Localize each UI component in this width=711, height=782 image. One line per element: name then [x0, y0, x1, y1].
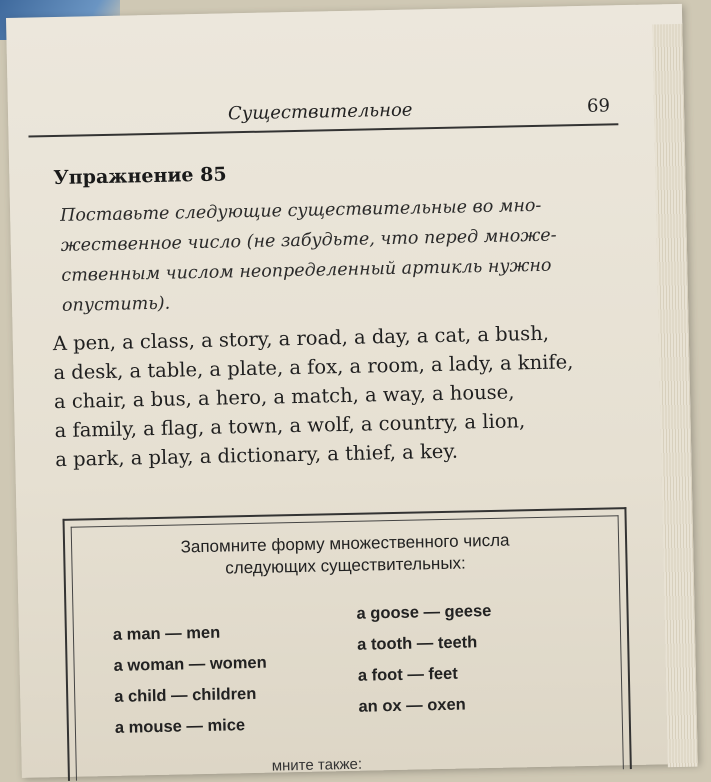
plural-pair: a goose — geese: [356, 601, 492, 623]
word-line: a family, a flag, a town, a wolf, a country, a lion,: [54, 409, 526, 443]
rule-title-line: следующих существительных:: [225, 553, 466, 578]
irregular-plurals-left: [113, 617, 269, 744]
plural-pair: an ox — oxen: [358, 695, 466, 716]
exercise-instruction: [60, 189, 622, 321]
word-line: A pen, a class, a story, a road, a day, a cat, a bush,: [52, 321, 550, 356]
instruction-line: жественное число (не забудьте, что перед множе-: [60, 225, 557, 256]
rule-title-line: Запомните форму множественного числа: [180, 530, 510, 557]
instruction-line: ственным числом неопределенный артикль нужно: [61, 255, 552, 286]
word-line: a chair, a bus, a hero, a match, a way, a house,: [53, 380, 515, 414]
exercise-word-list: [53, 317, 631, 474]
word-line: a desk, a table, a plate, a fox, a room, a lady, a knife,: [53, 350, 574, 385]
instruction-line: Поставьте следующие существительные во мно-: [59, 195, 542, 226]
plural-pair: a tooth — teeth: [357, 633, 478, 654]
plural-pair: a mouse — mice: [114, 716, 246, 737]
running-title: Существительное: [227, 99, 413, 125]
irregular-plurals-right: [356, 596, 493, 723]
plural-pair: a man — men: [112, 623, 221, 644]
instruction-line: опустить).: [61, 293, 171, 316]
word-line: a park, a play, a dictionary, a thief, a key.: [55, 439, 459, 472]
running-head: [28, 95, 618, 137]
exercise-heading: Упражнение 85: [53, 163, 227, 190]
rule-box: [63, 507, 632, 781]
plural-pair: a woman — women: [113, 653, 267, 675]
plural-pair: a foot — feet: [357, 664, 458, 685]
page-edges: [652, 24, 698, 767]
book-page: [6, 4, 698, 778]
plural-pair: a child — children: [114, 684, 257, 706]
next-box-partial-text: мните также:: [271, 755, 363, 775]
page-number: 69: [586, 95, 611, 117]
